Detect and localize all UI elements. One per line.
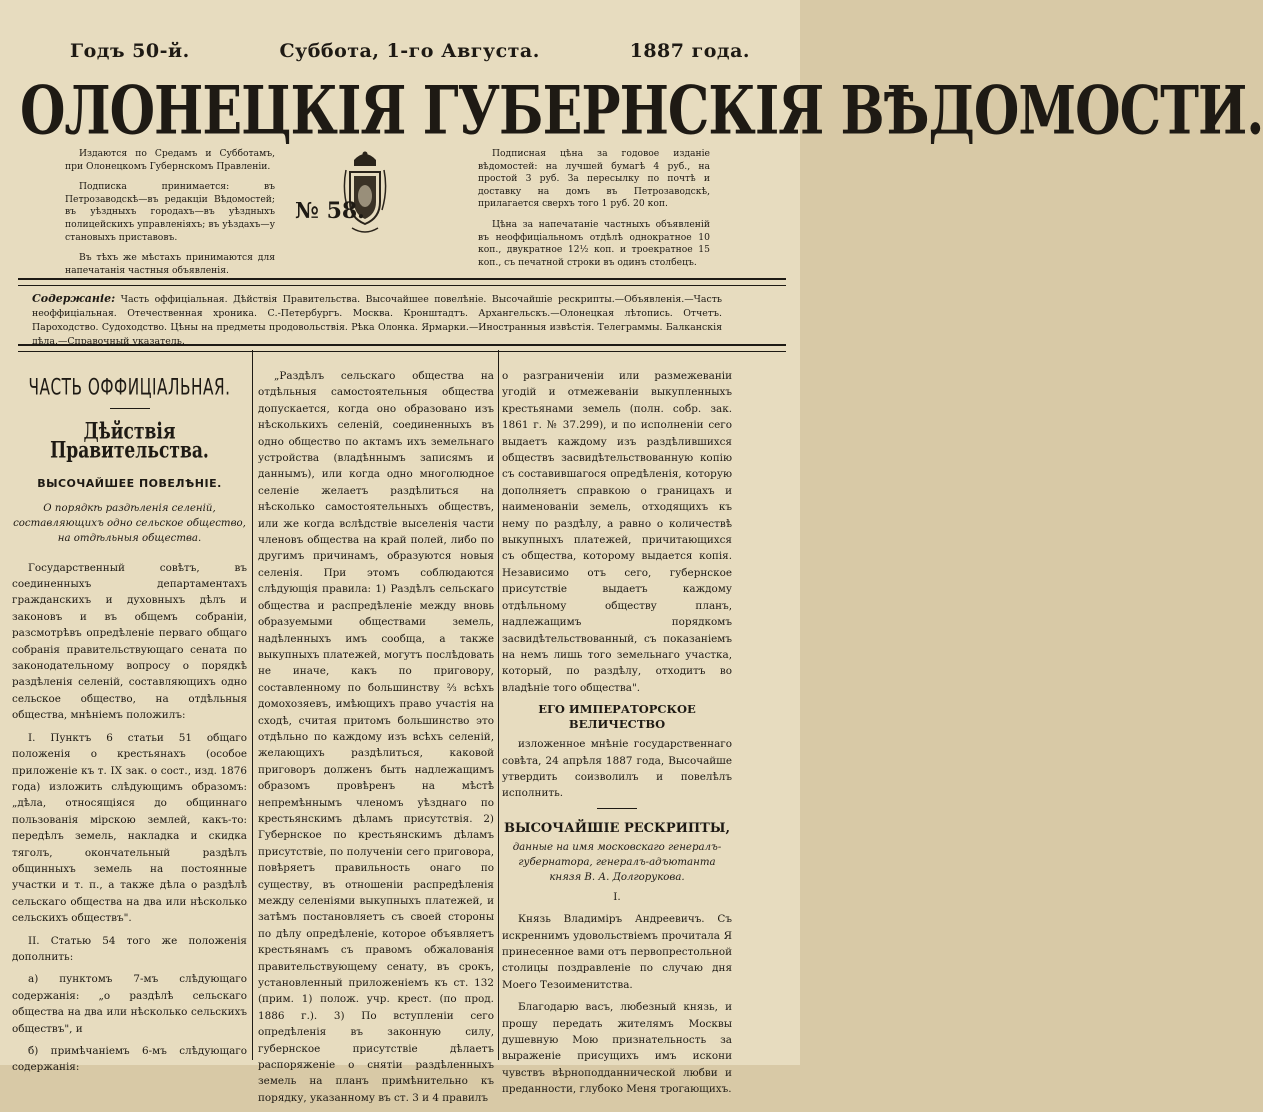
article-paragraph: о разграниченіи или размежеваніи угодій и отмежеваніи выкупленныхъ крестьянами земель (полн. собр. зак. 1861 г. № 37.299), и по исполненіи сего выдаетъ каждому изъ раздѣлившихся обществъ засвидѣтельствованную копію съ составившагося опредѣленія, которую дополняетъ справкою о границахъ и наименованіи земель, отходящихъ къ нему по раздѣлу, а равно о количествѣ выкупныхъ платежей, причитающихся съ общества, которому выдается копія. Независимо отъ сего, губернское присутствіе выдаетъ каждому отдѣльному обществу планъ, надлежащимъ порядкомъ засвидѣтельствованный, съ показаніемъ на немъ лишь того земельнаго участка, который, по раздѣлу, отходитъ во владѣніе того общества". [502, 370, 732, 694]
column-divider [252, 350, 253, 1060]
calendar-year: 1887 года. [629, 40, 750, 62]
article-paragraph: б) примѣчаніемъ 6-мъ слѣдующаго содержанія: [12, 1045, 247, 1074]
price-paragraph: Цѣна за напечатаніе частныхъ объявленій въ неоффиціальномъ отдѣлѣ однократное 10 коп., двукратное 12½ коп. и троекратное 15 коп., съ печатной строки въ одинъ столбецъ. [478, 218, 710, 268]
article-paragraph: Государственный совѣтъ, въ соединенныхъ департаментахъ гражданскихъ и духовныхъ дѣлъ и законовъ и въ общемъ собраніи, разсмотрѣвъ опредѣленіе перваго общаго собранія правительствующаго сената по законодательному вопросу о порядкѣ раздѣленія селеній, составляющихъ одно сельское общество, на отдѣльныя общества, мнѣніемъ положилъ: [12, 561, 247, 722]
dateline [70, 40, 750, 64]
rescripts-subtitle: данные на имя московскаго генералъ-губернатора, генералъ-адъютанта князя В. А. Долгорукова. [512, 841, 722, 883]
table-of-contents [32, 292, 722, 349]
column-3 [502, 368, 732, 1104]
column-divider [498, 350, 499, 1060]
header-divider [18, 278, 786, 286]
approval-heading: ЕГО ИМПЕРАТОРСКОЕ ВЕЛИЧЕСТВО [538, 702, 696, 732]
decree-subtitle: О порядкѣ раздѣленія селеній, составляющихъ одно сельское общество, на отдѣльныя общества. [13, 502, 246, 544]
letter-paragraph: Князь Владиміръ Андреевичъ. Съ искреннимъ удовольствіемъ прочитала Я принесенное вами отъ первопрестольной столицы поздравленіе по случаю дня Моего Тезоименитства. [502, 913, 732, 991]
section-rule [110, 408, 150, 409]
info-paragraph: Подписка принимается: въ Петрозаводскѣ—въ редакціи Вѣдомостей; въ уѣздныхъ городахъ—въ уѣздныхъ полицейскихъ управленіяхъ; въ уѣздахъ—у становыхъ приставовъ. [65, 181, 275, 243]
contents-text: Часть оффиціальная. Дѣйствія Правительства. Высочайшее повелѣніе. Высочайшіе рескрипты.—Объявленія.—Часть неоффиціальная. Отечественная хроника. С.-Петербургъ. Москва. Кронштадтъ. Архангельскъ.—Олонецкая лѣтопись. Отчетъ. Пароходство. Судоходство. Цѣны на предметы продовольствія. Рѣка Олонка. Ярмарки.—Иностранныя извѣстія. Телеграммы. Балканскія дѣла.—Справочный указатель. [32, 294, 722, 347]
section-rule [597, 808, 637, 809]
letter-paragraph: Благодарю васъ, любезный князь, и прошу передать жителямъ Москвы душевную Мою признательность за выраженіе присущихъ имъ искони чувствъ вѣрноподданнической любви и преданности, глубоко Меня трогающихъ. [502, 1001, 732, 1096]
volume-year: Годъ 50-й. [70, 40, 190, 62]
article-paragraph: I. Пунктъ 6 статьи 51 общаго положенія о крестьянахъ (особое приложеніе къ т. IX зак. о сост., изд. 1876 года) изложить слѣдующимъ образомъ: „дѣла, относящіяся до общиннаго пользованія мірскою землей, какъ-то: передѣлъ земель, накладка и скидка тяголъ, окончательный раздѣлъ общинныхъ земель на постоянные участки и т. п., а также дѣла о раздѣлѣ сельскаго общества на два или нѣсколько сельскихъ обществъ". [12, 731, 247, 925]
subscription-prices [478, 148, 710, 277]
decree-heading: ВЫСОЧАЙШЕЕ ПОВЕЛѢНІЕ. [37, 477, 222, 491]
info-paragraph: Въ тѣхъ же мѣстахъ принимаются для напечатанія частныя объявленія. [65, 252, 275, 276]
price-paragraph: Подписная цѣна за годовое изданіе вѣдомостей: на лучшей бумагѣ 4 руб., на простой 3 руб. За пересылку по почтѣ и доставку на домъ въ Петрозаводскѣ, прилагается сверхъ того 1 руб. 20 коп. [478, 148, 710, 210]
info-paragraph: Издаются по Средамъ и Субботамъ, при Олонецкомъ Губернскомъ Правленіи. [65, 148, 275, 172]
rescript-number: I. [613, 890, 621, 903]
approval-text: изложенное мнѣніе государственнаго совѣта, 24 апрѣля 1887 года, Высочайше утвердить соизволилъ и повелѣлъ исполнить. [502, 738, 732, 800]
publication-info [65, 148, 275, 285]
issue-date: Суббота, 1-го Августа. [279, 40, 540, 62]
masthead-title: ОЛОНЕЦКІЯ ГУБЕРНСКІЯ ВѢДОМОСТИ. [20, 71, 1263, 150]
contents-label: Содержаніе: [32, 292, 116, 305]
issue-number: № 58. [295, 198, 365, 224]
article-paragraph: а) пунктомъ 7-мъ слѣдующаго содержанія: „о раздѣлѣ сельскаго общества на два или нѣсколько сельскихъ обществъ", и [12, 973, 247, 1035]
column-1 [12, 368, 247, 1082]
contents-divider [18, 344, 786, 352]
government-actions-heading: Дѣйствія Правительства. [50, 418, 209, 465]
coat-of-arms-icon [340, 150, 390, 240]
article-paragraph: II. Статью 54 того же положенія дополнить: [12, 934, 247, 963]
column-2 [258, 368, 494, 1112]
article-paragraph: „Раздѣлъ сельскаго общества на отдѣльныя самостоятельныя общества допускается, когда оно образовано изъ нѣсколькихъ селеній, соединенныхъ въ одно общество по актамъ ихъ земельнаго устройства (владѣннымъ записямъ и даннымъ), или когда одно многолюдное селеніе желаетъ раздѣлиться на нѣсколько самостоятельныхъ обществъ, или же когда вслѣдствіе выселенія части членовъ общества на край полей, либо по другимъ причинамъ, образуются новыя селенія. При этомъ соблюдаются слѣдующія правила: 1) Раздѣлъ сельскаго общества и распредѣленіе между вновь образуемыми обществами земель, надѣленныхъ имъ сообща, а также выкупныхъ платежей, могутъ послѣдовать не иначе, какъ по приговору, составленному по большинству ⅔ всѣхъ домохозяевъ, имѣющихъ право участія на сходѣ, считая притомъ большинство это отдѣльно по каждому изъ всѣхъ селеній, желающихъ раздѣлиться, каковой приговоръ долженъ быть надлежащимъ образомъ провѣренъ на мѣстѣ непремѣннымъ членомъ уѣзднаго по крестьянскимъ дѣламъ присутствія. 2) Губернское по крестьянскимъ дѣламъ присутствіе, по полученіи сего приговора, повѣряетъ правильность онаго по существу, въ отношеніи распредѣленія между селеніями выкупныхъ платежей, и затѣмъ постановляетъ съ своей стороны по дѣлу опредѣленіе, которое объявляетъ крестьянамъ съ правомъ обжалованія правительствующему сенату, въ срокъ, установленный приложеніемъ къ ст. 132 (прим. 1) полож. учр. крест. (по прод. 1886 г.). 3) По вступленіи сего опредѣленія въ законную силу, губернское присутствіе дѣлаетъ распоряженіе о снятіи раздѣленныхъ земель на планъ примѣнительно къ порядку, указанному въ ст. 3 и 4 правилъ [258, 370, 494, 1104]
rescripts-heading: ВЫСОЧАЙШІЕ РЕСКРИПТЫ, [503, 820, 731, 836]
official-section-title: ЧАСТЬ ОФФИЦІАЛЬНАЯ. [28, 374, 231, 401]
